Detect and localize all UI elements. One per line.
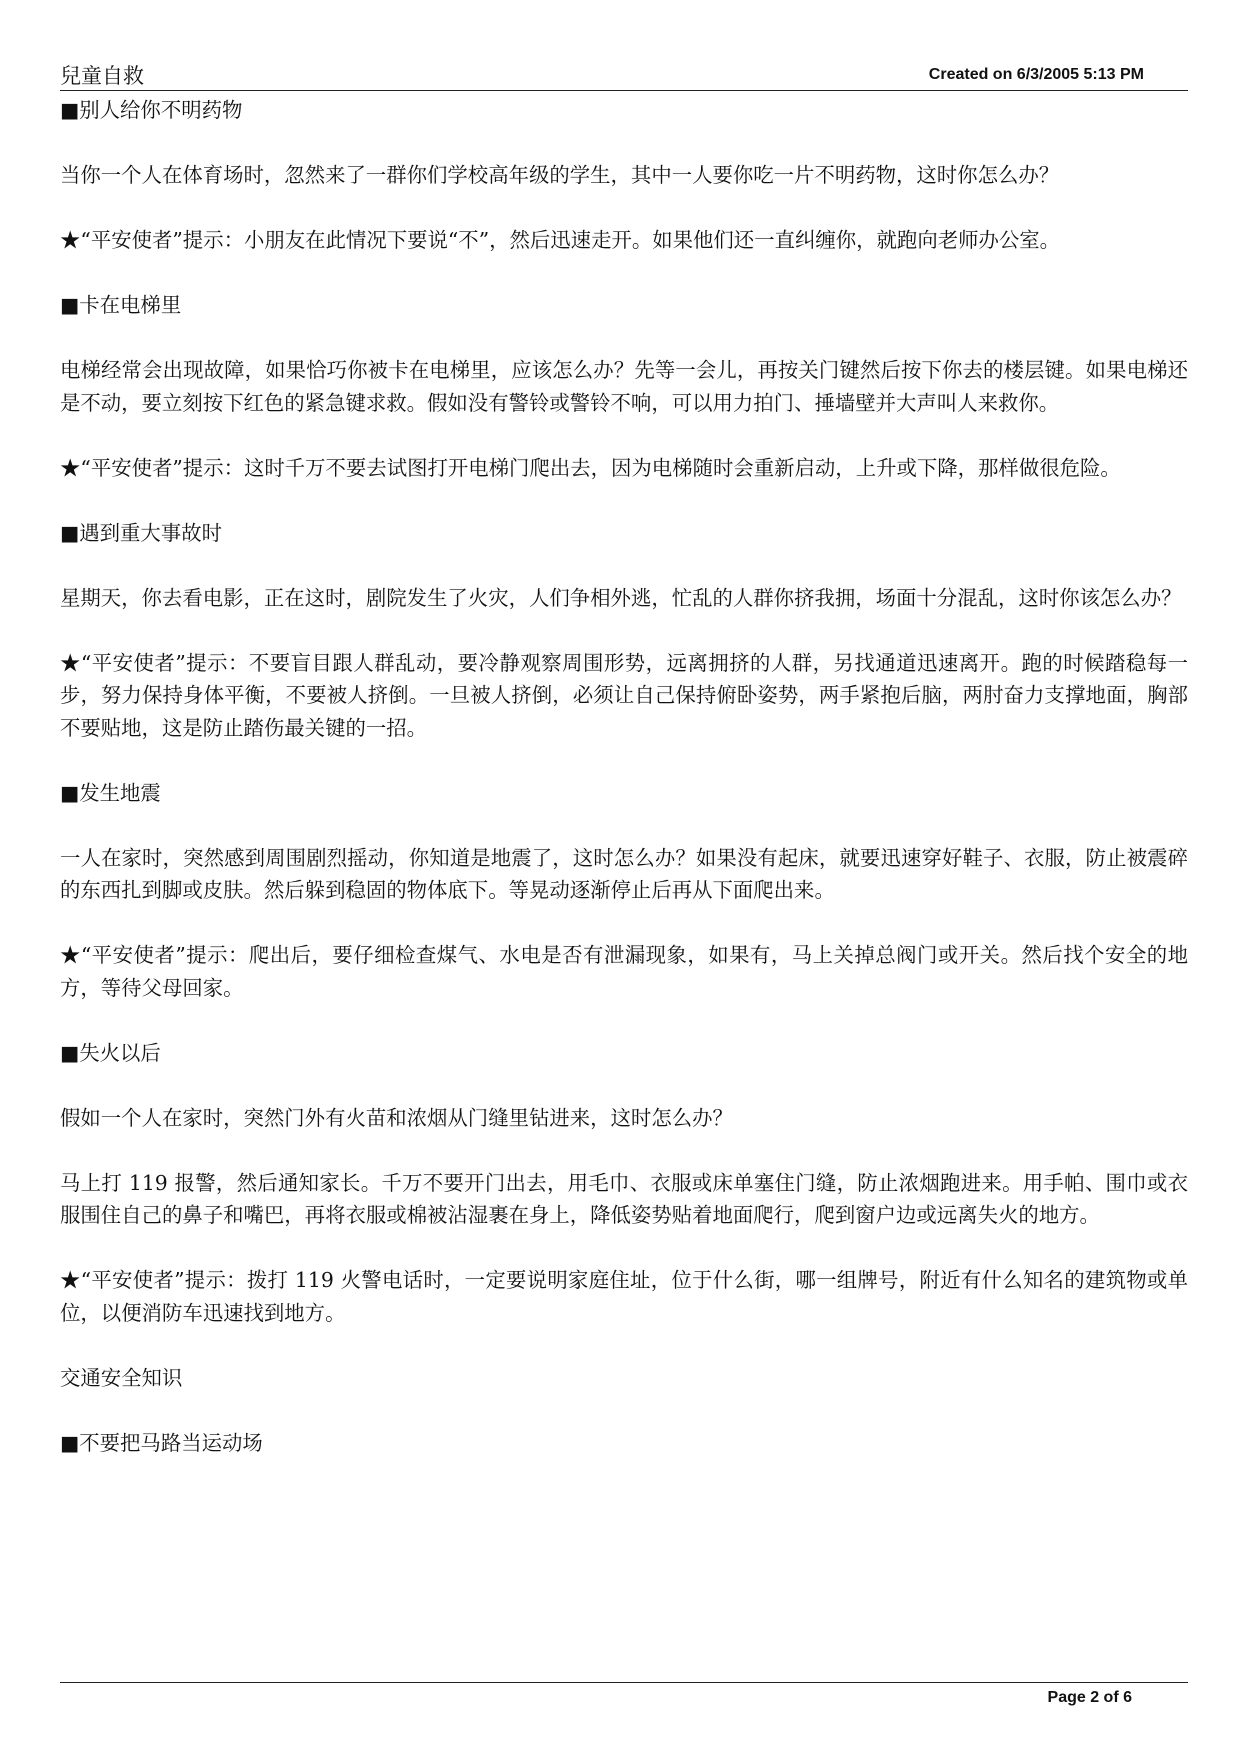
created-timestamp: Created on 6/3/2005 5:13 PM bbox=[928, 66, 1144, 83]
section-heading: ■发生地震 bbox=[60, 780, 161, 805]
document-title: 兒童自救 bbox=[60, 64, 144, 88]
section-heading: ■遇到重大事故时 bbox=[60, 520, 222, 545]
body-paragraph: 一人在家时，突然感到周围剧烈摇动，你知道是地震了，这时怎么办？如果没有起床，就要迅速穿好鞋子、衣服，防止被震碎的东西扎到脚或皮肤。然后躲到稳固的物体底下。等晃动逐渐停止后再从下面爬出来。 bbox=[60, 845, 1188, 902]
safety-tip: ★“平安使者”提示：拨打 119 火警电话时，一定要说明家庭住址，位于什么街，哪一组牌号，附近有什么知名的建筑物或单位，以便消防车迅速找到地方。 bbox=[60, 1268, 1188, 1325]
safety-tip: ★“平安使者”提示：这时千万不要去试图打开电梯门爬出去，因为电梯随时会重新启动，上升或下降，那样做很危险。 bbox=[60, 455, 1121, 480]
body-paragraph: 电梯经常会出现故障，如果恰巧你被卡在电梯里，应该怎么办？先等一会儿，再按关门键然后按下你去的楼层键。如果电梯还是不动，要立刻按下红色的紧急键求救。假如没有警铃或警铃不响，可以用力拍门、捶墙壁并大声叫人来救你。 bbox=[60, 358, 1188, 415]
section-heading: ■别人给你不明药物 bbox=[60, 98, 243, 122]
page-footer bbox=[60, 1682, 1188, 1706]
safety-tip: ★“平安使者”提示：爬出后，要仔细检查煤气、水电是否有泄漏现象，如果有，马上关掉总阀门或开关。然后找个安全的地方，等待父母回家。 bbox=[60, 943, 1188, 1000]
body-paragraph: 当你一个人在体育场时，忽然来了一群你们学校高年级的学生，其中一人要你吃一片不明药物，这时你怎么办？ bbox=[60, 163, 1060, 187]
section-heading: ■卡在电梯里 bbox=[60, 293, 182, 317]
section-title: 交通安全知识 bbox=[60, 1365, 183, 1390]
safety-tip: ★“平安使者”提示：不要盲目跟人群乱动，要冷静观察周围形势，远离拥挤的人群，另找通道迅速离开。跑的时候踏稳每一步，努力保持身体平衡，不要被人挤倒。一旦被人挤倒，必须让自己保持俯卧姿势，两手紧抱后脑，两肘奋力支撑地面，胸部不要贴地，这是防止踏伤最关键的一招。 bbox=[60, 650, 1188, 740]
page-header bbox=[60, 58, 1188, 91]
body-paragraph: 马上打 119 报警，然后通知家长。千万不要开门出去，用毛巾、衣服或床单塞住门缝，防止浓烟跑进来。用手帕、围巾或衣服围住自己的鼻子和嘴巴，再将衣服或棉被沾湿裹在身上，降低姿势贴着地面爬行，爬到窗户边或远离失火的地方。 bbox=[60, 1170, 1188, 1227]
section-heading: ■失火以后 bbox=[60, 1040, 161, 1065]
document-body bbox=[60, 94, 1188, 1459]
safety-tip: ★“平安使者”提示：小朋友在此情况下要说“不”，然后迅速走开。如果他们还一直纠缠你，就跑向老师办公室。 bbox=[60, 228, 1061, 252]
body-paragraph: 假如一个人在家时，突然门外有火苗和浓烟从门缝里钻进来，这时怎么办？ bbox=[60, 1105, 733, 1130]
page-number: Page 2 of 6 bbox=[1047, 1689, 1132, 1706]
body-paragraph: 星期天，你去看电影，正在这时，剧院发生了火灾，人们争相外逃，忙乱的人群你挤我拥，场面十分混乱，这时你该怎么办？ bbox=[60, 585, 1182, 610]
section-heading: ■不要把马路当运动场 bbox=[60, 1430, 263, 1455]
